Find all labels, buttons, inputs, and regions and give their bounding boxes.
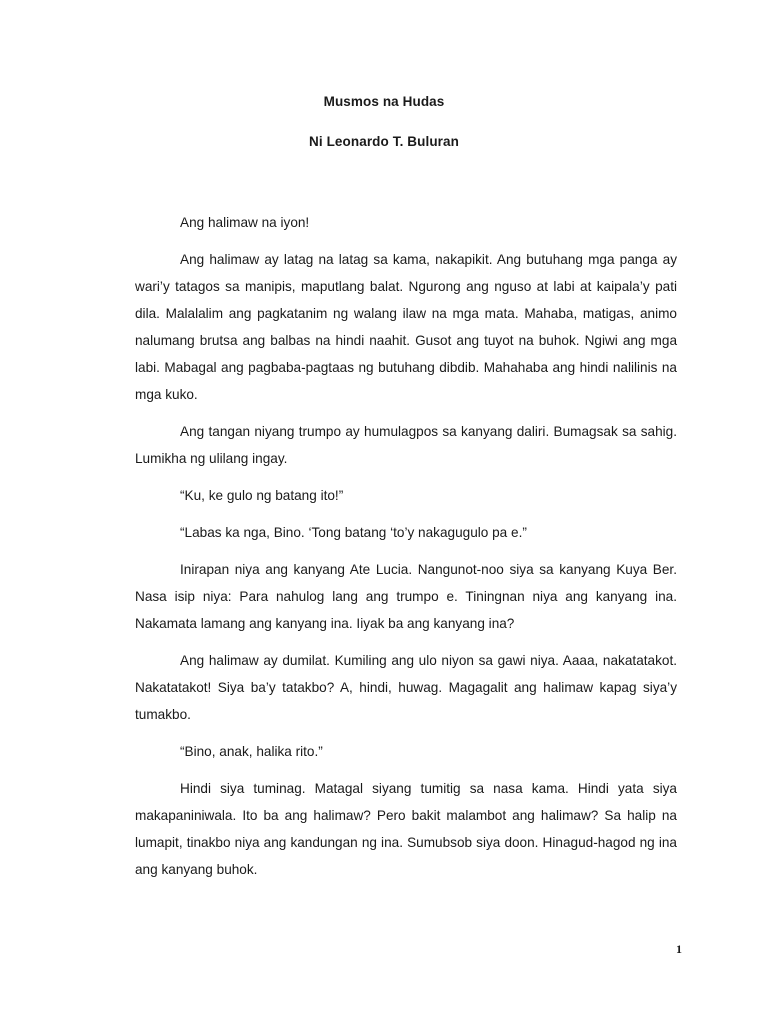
paragraph: Hindi siya tuminag. Matagal siyang tumitig sa nasa kama. Hindi yata siya makapaniniwala. Ito ba ang halimaw? Pero bakit malambot ang halimaw? Sa halip na lumapit, tinakbo niya ang kandungan ng ina. Sumubsob siya doon. Hinagud-hagod ng ina ang kanyang buhok. [135,781,677,877]
paragraph: Ang halimaw ay latag na latag sa kama, nakapikit. Ang butuhang mga panga ay wari’y tatagos sa manipis, maputlang balat. Ngurong ang nguso at labi at kaipala’y pati dila. Malalalim ang pagkatanim ng walang ilaw na mga mata. Mahaba, matigas, animo nalumang brutsa ang balbas na hindi naahit. Gusot ang tuyot na buhok. Ngiwi ang mga labi. Mabagal ang pagbaba-pagtaas ng butuhang dibdib. Mahahaba ang hindi nalilinis na mga kuko. [135,252,677,402]
story-body [135,209,677,893]
author-byline: Ni Leonardo T. Buluran [309,134,459,149]
page-number: 1 [676,942,682,956]
paragraph: “Bino, anak, halika rito.” [180,744,323,759]
paragraph: Ang tangan niyang trumpo ay humulagpos sa kanyang daliri. Bumagsak sa sahig. Lumikha ng ulilang ingay. [135,424,677,466]
paragraph: “Labas ka nga, Bino. ‘Tong batang ‘to’y nakagugulo pa e.” [180,525,527,540]
story-title: Musmos na Hudas [323,94,445,109]
paragraph: Ang halimaw ay dumilat. Kumiling ang ulo niyon sa gawi niya. Aaaa, nakatatakot. Nakatatakot! Siya ba’y tatakbo? A, hindi, huwag. Magagalit ang halimaw kapag siya’y tumakbo. [135,653,677,722]
paragraph: Ang halimaw na iyon! [180,215,310,230]
paragraph: Inirapan niya ang kanyang Ate Lucia. Nangunot-noo siya sa kanyang Kuya Ber. Nasa isip niya: Para nahulog lang ang trumpo e. Tiningnan niya ang kanyang ina. Nakamata lamang ang kanyang ina. Iiyak ba ang kanyang ina? [135,562,677,631]
paragraph: “Ku, ke gulo ng batang ito!” [180,488,344,503]
